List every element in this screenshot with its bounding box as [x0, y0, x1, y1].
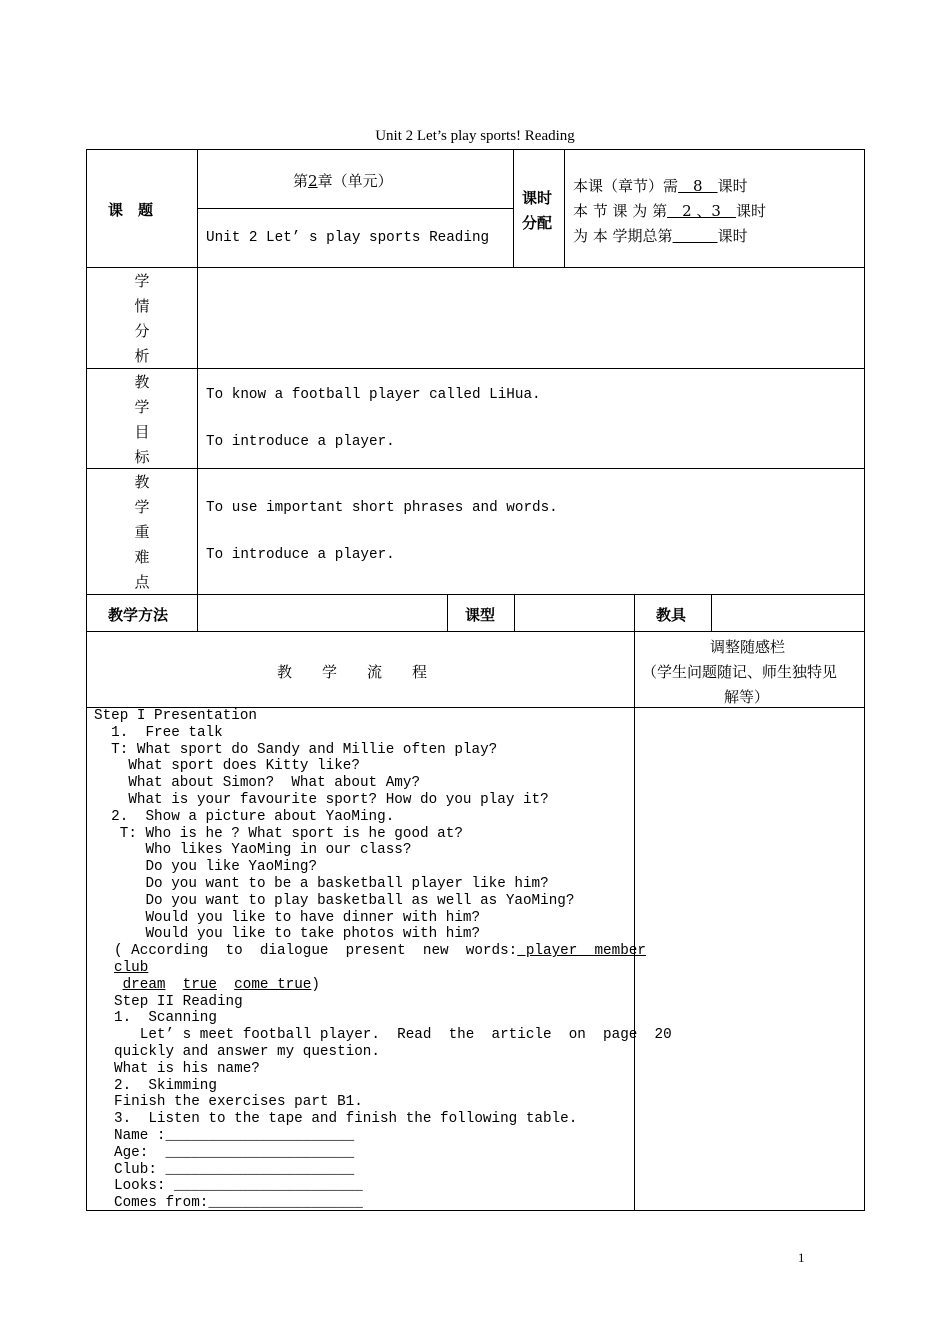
chapter-suffix: 章（单元）	[317, 172, 393, 190]
chapter-line	[293, 170, 393, 191]
procedure-line: T: Who is he ? What sport is he good at?	[94, 825, 463, 842]
row-divider	[86, 468, 865, 469]
procedure-line: Step I Presentation	[94, 708, 258, 724]
period-line-3: 为 本 学期总第 课时	[573, 227, 748, 245]
document-title: Unit 2 Let’s play sports! Reading	[375, 128, 575, 144]
label-char: 难	[134, 548, 150, 566]
objective-item: To introduce a player.	[206, 434, 395, 450]
chapter-number: 2	[308, 172, 318, 190]
new-words: player member	[517, 943, 646, 960]
procedure-line: What is his name?	[114, 1060, 260, 1077]
notes-desc-1: （学生问题随记、师生独特见	[642, 663, 838, 681]
blank-line: ______________________	[174, 1178, 363, 1195]
period-line-2: 本 节 课 为 第 2 、3 课时	[573, 202, 766, 220]
chapter-prefix: 第	[293, 172, 309, 190]
procedure-line: 2. Skimming	[114, 1077, 217, 1094]
procedure-line: quickly and answer my question.	[114, 1043, 380, 1060]
row-divider	[86, 368, 865, 369]
topic-label: 课 题	[108, 201, 154, 219]
row-divider	[86, 594, 865, 595]
lesson-title: Unit 2 Let’ s play sports Reading	[206, 230, 490, 246]
label-char: 教	[134, 473, 150, 491]
procedure-line: Finish the exercises part B1.	[114, 1094, 363, 1111]
col-divider	[564, 149, 565, 267]
analysis-label	[86, 269, 198, 369]
process-label: 教 学 流 程	[277, 663, 428, 681]
procedure-line: Name :______________________	[114, 1127, 355, 1144]
period-total-value: 8	[678, 177, 718, 195]
row-divider	[86, 267, 865, 268]
notes-desc-2: 解等）	[724, 688, 770, 706]
procedure-line: 3. Listen to the tape and finish the following table.	[114, 1111, 578, 1128]
objectives-label	[86, 370, 198, 470]
col-divider	[513, 149, 514, 267]
tools-label: 教具	[656, 606, 687, 624]
procedure-line: 2. Show a picture about YaoMing.	[94, 808, 395, 825]
procedure-line: Would you like to have dinner with him?	[94, 909, 481, 926]
label-char: 学	[134, 498, 150, 516]
notes-title: 调整随感栏	[710, 638, 786, 656]
label-char: 析	[134, 347, 150, 365]
blank-line: ______________________	[165, 1144, 355, 1161]
procedure-line: Step II Reading	[114, 993, 243, 1010]
col-divider	[634, 594, 635, 1211]
row-divider	[197, 208, 513, 209]
label-char: 重	[134, 523, 150, 541]
label-char: 学	[134, 398, 150, 416]
row-divider	[86, 631, 865, 632]
label-char: 标	[134, 448, 150, 466]
procedure-line: Age: ______________________	[114, 1144, 355, 1161]
blank-line: ______________________	[165, 1161, 355, 1178]
label-char: 分	[134, 322, 150, 340]
method-label: 教学方法	[108, 606, 169, 624]
procedure-line: ( According to dialogue present new words: player member	[114, 943, 646, 960]
label-char: 学	[134, 272, 150, 290]
label-char: 情	[134, 297, 150, 315]
procedure-line: Would you like to take photos with him?	[94, 926, 481, 943]
type-label: 课型	[465, 606, 496, 624]
col-divider	[711, 594, 712, 631]
procedure-line: Let’ s meet football player. Read the article on page 20	[114, 1027, 672, 1044]
objective-item: To know a football player called LiHua.	[206, 387, 541, 403]
period-label-1: 课时	[522, 189, 553, 207]
procedure-line: Do you want to be a basketball player like him?	[94, 875, 549, 892]
period-label-2: 分配	[522, 214, 553, 232]
procedure-line: T: What sport do Sandy and Millie often play?	[94, 741, 498, 758]
period-current-value: 2 、3	[667, 202, 736, 220]
blank-line: ______________________	[165, 1127, 355, 1144]
key-point-item: To introduce a player.	[206, 547, 395, 563]
procedure-line: Do you want to play basketball as well as YaoMing?	[94, 892, 575, 909]
procedure-text	[94, 708, 672, 1212]
col-divider	[514, 594, 515, 631]
label-char: 教	[134, 373, 150, 391]
page-number: 1	[798, 1250, 805, 1265]
procedure-line: 1. Free talk	[94, 724, 223, 741]
procedure-line: club	[114, 959, 149, 976]
procedure-line: Do you like YaoMing?	[94, 859, 318, 876]
procedure-line: What sport does Kitty like?	[94, 758, 360, 775]
procedure-line: Club: ______________________	[114, 1161, 355, 1178]
procedure-line: Looks: ______________________	[114, 1178, 363, 1195]
procedure-line: 1. Scanning	[114, 1010, 217, 1027]
procedure-line: dream true come true)	[122, 976, 320, 993]
period-line-1: 本课（章节）需 8 课时	[573, 177, 748, 195]
procedure-line: Comes from:__________________	[114, 1195, 363, 1212]
period-semester-value	[673, 227, 718, 245]
key-points-label	[86, 470, 198, 595]
label-char: 点	[134, 573, 150, 591]
procedure-line: What about Simon? What about Amy?	[94, 775, 421, 792]
procedure-line: Who likes YaoMing in our class?	[94, 842, 412, 859]
col-divider	[447, 594, 448, 631]
key-point-item: To use important short phrases and words.	[206, 500, 558, 516]
label-char: 目	[134, 423, 150, 441]
procedure-line: What is your favourite sport? How do you play it?	[94, 791, 549, 808]
blank-line: __________________	[208, 1195, 363, 1212]
